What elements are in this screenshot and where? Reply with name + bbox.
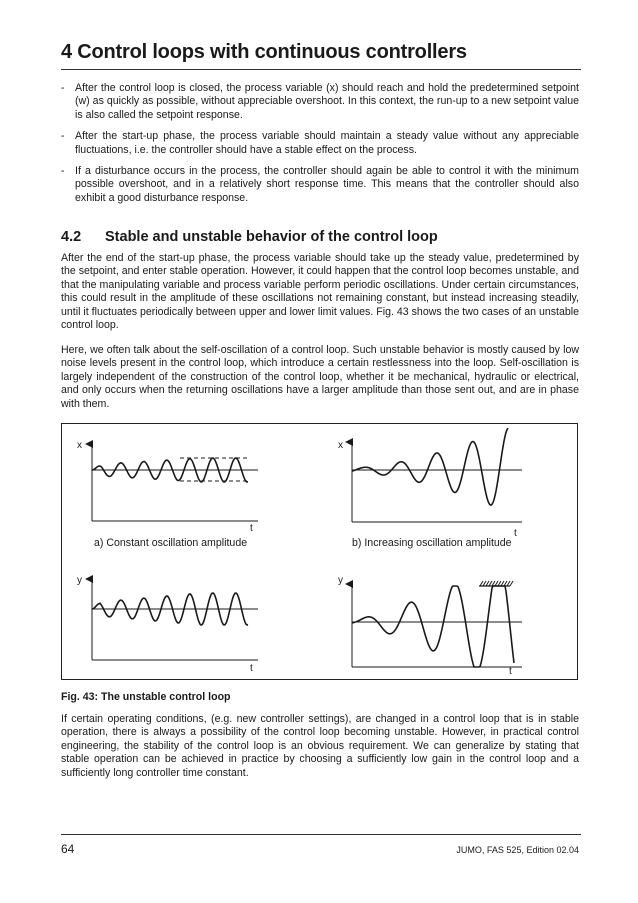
section-heading: [61, 229, 438, 245]
x-axis-label: x: [77, 440, 82, 451]
footer-rule: [61, 834, 581, 835]
section-number: 4.2: [61, 229, 82, 245]
figure-drawing: [62, 424, 579, 681]
panel-a-caption: a) Constant oscillation amplitude: [94, 537, 248, 549]
panel-b-y: [338, 575, 522, 677]
section-title: Stable and unstable behavior of the control loop: [105, 229, 438, 245]
panel-b-x: [338, 428, 522, 549]
hatch-mark: [480, 581, 483, 586]
t-axis-label: t: [250, 663, 253, 674]
x-axis-label: x: [338, 440, 343, 451]
y-axis-label: y: [77, 575, 82, 586]
t-axis-label: t: [514, 528, 517, 539]
panel-b-caption: b) Increasing oscillation amplitude: [352, 537, 512, 549]
list-item: - After the control loop is closed, the process variable (x) should reach and hold the predetermined setpoint (w) as quickly as possible, without appreciable overshoot. In this context, the run-up to a new setpoint value is also called the setpoint response.: [61, 82, 579, 122]
chapter-title: 4 Control loops with continuous controllers: [61, 41, 467, 63]
panel-a-x: [77, 440, 258, 549]
t-axis-label: t: [250, 523, 253, 534]
hatch-mark: [489, 581, 492, 586]
growing-oscillation-curve: [352, 428, 508, 505]
paragraph-3: If certain operating conditions, (e.g. new controller settings), are changed in a control loop that is in stable operation, there is always a possibility of the control loop becoming unstable. However, in practical control engineering, the stability of the control loop is an obvious requirement. We can generalize by stating that stable operation can be achieved in practice by choosing a sufficiently low gain in the control loop and a sufficiently long controller time constant.: [61, 713, 579, 779]
list-item: - If a disturbance occurs in the process, the controller should again be able to control it with the minimum possible overshoot, and in a relatively short response time. This means that the controller should also exhibit a good disturbance response.: [61, 165, 579, 205]
panel-a-y: [77, 575, 258, 674]
figure-caption: Fig. 43: The unstable control loop: [61, 691, 231, 703]
t-axis-label: t: [509, 666, 512, 677]
paragraph-2: Here, we often talk about the self-oscillation of a control loop. Such unstable behavior is mostly caused by low noise levels present in the control loop, which introduce a certain restlessness into the loop. Self-oscillation is largely independent of the construction of the control loop, whether it be mechanical, hydraulic or electrical, and only occurs when the returning oscillations have a larger amplitude than those sent out, and are in phase with them.: [61, 344, 579, 410]
paragraph-1: After the end of the start-up phase, the process variable should take up the steady value, predetermined by the setpoint, and enter stable operation. However, it could happen that the control loop becomes unstable, and that the manipulating variable and process variable perform periodic oscillations. Under certain circumstances, this could result in the amplitude of these oscillations not remaining constant, but instead increasing steadily, until it fluctuates periodically between upper and lower limit values. Fig. 43 shows the two cases of an unstable control loop.: [61, 252, 579, 332]
y-axis-label: y: [338, 575, 343, 586]
hatch-mark: [510, 581, 513, 586]
title-rule: [61, 69, 581, 70]
list-item: - After the start-up phase, the process variable should maintain a steady value without any appreciable fluctuations, i.e. the controller should have a stable effect on the process.: [61, 130, 579, 157]
limited-oscillation-curve: [352, 586, 514, 667]
footer-reference: JUMO, FAS 525, Edition 02.04: [456, 845, 579, 855]
hatch-mark: [483, 581, 486, 586]
hatch-mark: [507, 581, 510, 586]
page-number: 64: [61, 842, 75, 856]
figure-43: [61, 423, 578, 680]
hatch-mark: [486, 581, 489, 586]
requirements-list: [61, 82, 579, 213]
